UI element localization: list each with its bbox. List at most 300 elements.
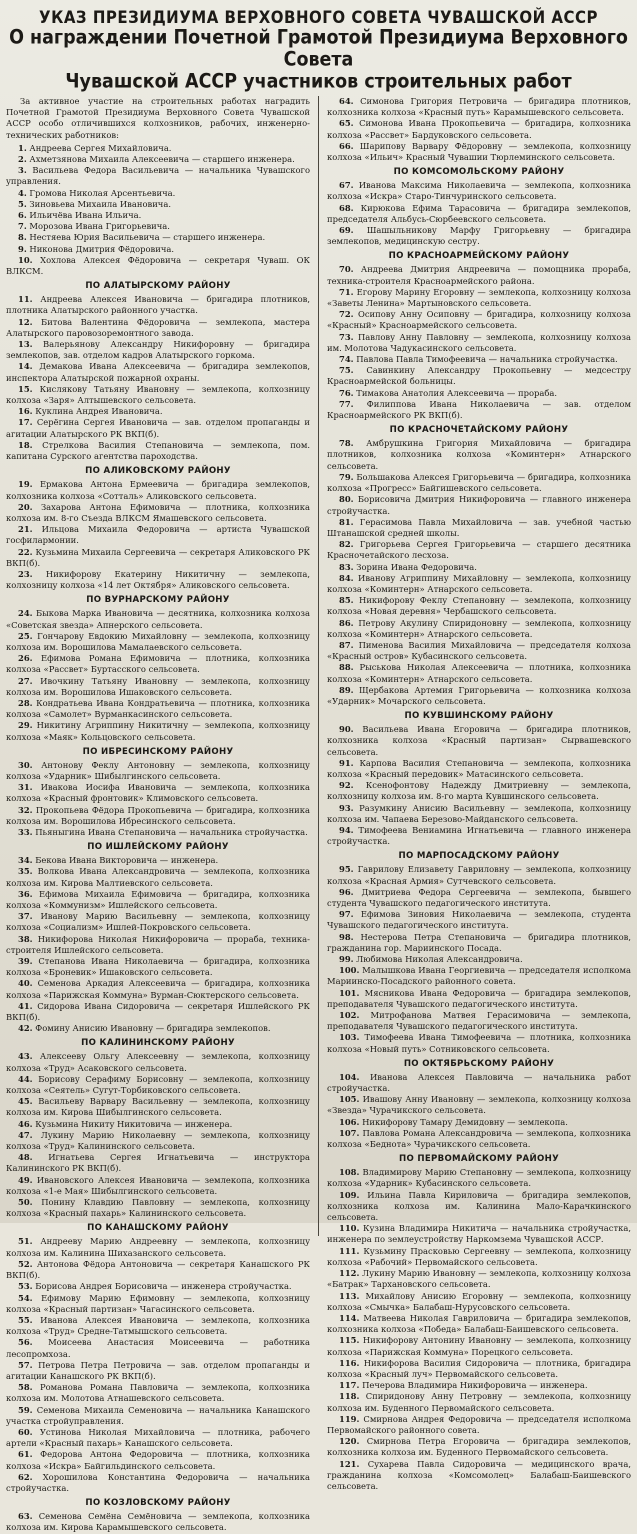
award-entry: [327, 932, 631, 954]
entry-number: 93.: [339, 802, 354, 813]
award-entry: [6, 978, 310, 1000]
award-entry: [6, 1382, 310, 1404]
entry-number: 117.: [339, 1380, 360, 1391]
entry-number: 96.: [339, 886, 354, 897]
entry-text: Никитину Агриппину Никитичну — землекопа, колхозницу колхоза «Маяк» Кольцовского сельсовета.: [6, 720, 310, 742]
entry-number: 35.: [18, 866, 33, 877]
award-entry: [327, 662, 631, 684]
award-entry: [6, 1119, 310, 1130]
award-entry: [327, 825, 631, 847]
entry-text: Прокопьева Фёдора Прокопьевича — бригадира, колхозника колхоза им. Ворошилова Ибресинского сельсовета.: [6, 804, 310, 826]
entry-text: Петрова Петра Петровича — зав. отделом пропаганды и агитации Канашского РК ВКП(б).: [6, 1359, 311, 1381]
district-heading: ПО КАЛИНИНСКОМУ РАЙОНУ: [81, 1038, 235, 1049]
entry-number: 61.: [18, 1449, 33, 1460]
award-entry: [6, 1449, 310, 1471]
entry-number: 101.: [339, 987, 360, 998]
entry-number: 9.: [18, 243, 27, 254]
entry-text: Морозова Ивана Григорьевича.: [29, 221, 170, 232]
award-entry: [6, 1315, 310, 1337]
award-entry: [327, 1167, 631, 1189]
entry-number: 77.: [339, 398, 354, 409]
entry-number: 110.: [339, 1223, 360, 1234]
entry-text: Лукину Марию Ивановну — землекопа, колхозницу колхоза «Батрак» Тархановского сельсовета.: [327, 1268, 631, 1290]
award-entry: [327, 264, 631, 286]
entry-number: 73.: [339, 331, 354, 342]
entry-text: Антонова Фёдора Антоновича — секретаря Канашского РК ВКП(б).: [6, 1258, 310, 1281]
entry-number: 51.: [18, 1236, 33, 1247]
award-entry: [6, 653, 310, 675]
entry-number: 52.: [18, 1258, 33, 1269]
entry-text: Павлову Анну Павловну — землекопа, колхозницу колхоза им. Молотова Чадукасинского сельсовета.: [327, 331, 631, 353]
award-entry: [327, 1391, 631, 1413]
entry-text: Любимова Николая Александровича.: [356, 954, 523, 965]
entry-text: Никифорову Феклу Степановну — землекопа, колхозницу колхоза «Новая деревня» Чербашского сельсовета.: [327, 595, 631, 617]
district-heading: ПО КОМСОМОЛЬСКОМУ РАЙОНУ: [393, 167, 565, 178]
entry-text: Рыськова Николая Алексеевича — плотника, колхозника колхоза «Коминтерн» Атнарского сельсовета.: [327, 662, 631, 684]
entry-number: 1.: [18, 142, 27, 153]
award-entry: [6, 524, 310, 546]
award-entry: [6, 720, 310, 742]
entry-number: 69.: [339, 225, 354, 236]
entry-text: Никифорова Николая Никифоровича — прораба, техника-строителя Ишлейского сельсовета.: [6, 933, 310, 955]
award-entry: [327, 1335, 631, 1357]
entry-number: 25.: [18, 630, 33, 641]
award-entry: [327, 388, 631, 399]
entry-text: Симонова Григория Петровича — бригадира плотников, колхозника колхоза «Красный путь» Карамышевского сельсовета.: [327, 96, 631, 118]
entry-number: 29.: [18, 720, 33, 731]
entry-text: Ксенофонтову Надежду Дмитриевну — землекопа, колхозницу колхоза им. 8-го марта Кувшинского сельсовета.: [327, 780, 631, 802]
award-entry: [327, 724, 631, 758]
entry-number: 108.: [339, 1167, 360, 1178]
award-entry: [6, 1472, 310, 1494]
entry-number: 17.: [18, 417, 33, 428]
entry-number: 50.: [18, 1197, 33, 1208]
entry-number: 33.: [18, 826, 33, 837]
award-entry: [327, 562, 631, 573]
entry-number: 97.: [339, 909, 354, 920]
entry-text: Антонову Феклу Антоновну — землекопа, колхозницу колхоза «Ударник» Шибылгинского сельсовета.: [6, 759, 310, 781]
entry-text: Карпова Василия Степановича — землекопа, колхозника колхоза «Красный передовик» Матасинского сельсовета.: [327, 757, 631, 779]
entry-text: Ефимова Михаила Ефимовича — бригадира, колхозника колхоза «Коммунизм» Ишлейского сельсовета.: [6, 888, 310, 910]
entry-text: Разумкину Анисию Васильевну — землекопа, колхозницу колхоза им. Чапаева Березово-Майданского сельсовета.: [327, 802, 632, 824]
award-entry: [327, 988, 631, 1010]
entry-text: Печерова Владимира Никифоровича — инженера.: [362, 1380, 588, 1391]
column-divider: [318, 96, 319, 1236]
award-entry: [327, 539, 631, 561]
entry-text: Ермакова Антона Ермеевича — бригадира землекопов, колхозника колхоза «Сотталь» Аликовского сельсовета.: [6, 479, 310, 501]
entry-text: Кислякову Татьяну Ивановну — землекопа, колхозницу колхоза «Заря» Алтышевского сельсовета.: [6, 383, 311, 406]
entry-number: 14.: [18, 361, 33, 372]
district-heading: ПО ПЕРВОМАЙСКОМУ РАЙОНУ: [398, 1154, 560, 1165]
award-entry: [6, 1074, 310, 1096]
award-entry: [6, 760, 310, 782]
award-entry: [327, 203, 631, 225]
entry-text: Лукину Марию Николаевну — землекопа, колхозницу колхоза «Труд» Калининского сельсовета.: [6, 1129, 310, 1152]
entry-number: 7.: [18, 221, 27, 232]
entry-number: 48.: [18, 1152, 33, 1163]
entry-number: 114.: [339, 1312, 360, 1323]
entry-number: 21.: [18, 524, 33, 535]
district-heading: ПО АЛИКОВСКОМУ РАЙОНУ: [85, 466, 231, 477]
award-entry: [327, 1032, 631, 1054]
entry-text: Васильева Ивана Егоровича — бригадира плотников, колхозника колхоза «Красный партизан» Сырвашевского сельсовета.: [327, 724, 631, 757]
district-heading: ПО ОКТЯБРЬСКОМУ РАЙОНУ: [403, 1058, 555, 1069]
award-entry: [6, 1096, 310, 1118]
entry-text: Волкова Ивана Александровича — землекопа, колхозника колхоза им. Кирова Малтиевского сельсовета.: [6, 866, 310, 888]
entry-text: Ильина Павла Кириловича — бригадира землекопов, колхозника колхоза им. Калинина Мало-Карачкинского сельсовета.: [327, 1189, 631, 1223]
entry-text: Герасимова Павла Михайловича — зав. учебной частью Штанашской средней школы.: [327, 516, 631, 538]
award-entry: [327, 1436, 631, 1458]
district-heading: ПО КРАСНОЧЕТАЙСКОМУ РАЙОНУ: [389, 425, 569, 436]
entry-number: 95.: [339, 864, 354, 875]
entry-number: 20.: [18, 501, 33, 512]
award-entry: [6, 866, 310, 888]
award-entry: [6, 188, 310, 199]
entry-text: Иванову Агриппину Михайловну — землекопа, колхозницу колхоза «Коминтерн» Атнарского сельсовета.: [327, 572, 631, 594]
entry-number: 99.: [339, 954, 354, 965]
entry-text: Шарипову Варвару Фёдоровну — землекопа, колхозницу колхоза «Ильич» Красный Чувашии Тюрлеминского сельсовета.: [327, 140, 631, 163]
award-entry: [6, 502, 310, 524]
entry-number: 13.: [18, 339, 33, 350]
entry-text: Семенова Аркадия Алексеевича — бригадира, колхозника колхоза «Парижская Коммуна» Вурман-Сюктерского сельсовета.: [6, 978, 310, 1000]
award-entry: [327, 118, 631, 140]
award-entry: [6, 827, 310, 838]
entry-number: 23.: [18, 568, 33, 579]
entry-number: 56.: [18, 1337, 33, 1348]
entry-number: 91.: [339, 757, 354, 768]
award-entry: [6, 1259, 310, 1281]
entry-text: Андреева Дмитрия Андреевича — помощника прораба, техника-строителя Красноармейского района.: [327, 264, 631, 286]
award-entry: [327, 225, 631, 247]
entry-text: Кузьмину Прасковью Сергеевну — землекопа, колхозницу колхоза «Рабочий» Первомайского сельсовета.: [327, 1245, 631, 1267]
district-heading: ПО ИШЛЕЙСКОМУ РАЙОНУ: [87, 842, 229, 853]
entry-number: 46.: [18, 1118, 33, 1129]
award-entry: [327, 1414, 631, 1436]
entry-number: 84.: [339, 572, 354, 583]
award-entry: [6, 232, 310, 243]
entry-number: 98.: [339, 931, 354, 942]
entry-number: 72.: [339, 309, 354, 320]
award-entry: [327, 780, 631, 802]
award-entry: [6, 417, 310, 439]
entry-number: 71.: [339, 286, 354, 297]
entry-text: Тимофеева Ивана Тимофеевича — плотника, колхозника колхоза «Новый путь» Сотниковского сельсовета.: [327, 1032, 631, 1054]
entry-number: 109.: [339, 1189, 360, 1200]
left-column: [6, 96, 311, 1533]
award-entry: [327, 96, 631, 118]
entry-text: Стрелкова Василия Степановича — землекопа, пом. капитана Сурского агентства пароходства.: [6, 439, 311, 462]
entry-text: Быкова Марка Ивановича — десятника, колхозника колхоза «Советская звезда» Апнерского сельсовета.: [6, 608, 310, 630]
award-entry: [327, 1246, 631, 1268]
entry-text: Павлова Павла Тимофеевича — начальника стройучастка.: [356, 354, 618, 365]
entry-text: Сидорова Ивана Сидоровича — секретаря Ишлейского РК ВКП(б).: [6, 1000, 310, 1023]
award-entry: [6, 805, 310, 827]
award-entry: [6, 1405, 310, 1427]
award-entry: [6, 440, 310, 462]
entry-number: 107.: [339, 1127, 360, 1138]
entry-number: 49.: [18, 1174, 33, 1185]
entry-number: 102.: [339, 1010, 360, 1021]
award-entry: [327, 1094, 631, 1116]
entry-text: Никонова Дмитрия Фёдоровича.: [29, 243, 175, 254]
award-entry: [327, 1223, 631, 1245]
district-heading: ПО КРАСНОАРМЕЙСКОМУ РАЙОНУ: [388, 251, 570, 262]
entry-text: Матвеева Николая Гавриловича — бригадира землекопов, колхозника колхоза «Победа» Балабаш-Баишевского сельсовета.: [327, 1312, 631, 1335]
entry-number: 111.: [339, 1245, 360, 1256]
entry-text: Степанова Ивана Николаевича — бригадира, колхозника колхоза «Броневик» Ишаковского сельсовета.: [6, 956, 310, 978]
award-entry: [6, 339, 310, 361]
entry-text: Осипову Анну Осиповну — бригадира, колхозницу колхоза «Красный» Красноармейского сельсовета.: [327, 309, 631, 331]
award-entry: [6, 384, 310, 406]
award-entry: [6, 294, 310, 316]
entry-number: 79.: [339, 471, 354, 482]
entry-text: Дмитриева Федора Сергеевича — землекопа, бывшего студента Чувашского педагогического института.: [327, 886, 631, 908]
entry-text: Алексееву Ольгу Алексеевну — землекопа, колхозницу колхоза «Труд» Асаковского сельсовета.: [6, 1051, 310, 1073]
award-entry: [6, 1001, 310, 1023]
award-entry: [327, 685, 631, 707]
entry-number: 82.: [339, 539, 354, 550]
entry-text: Моисеева Анастасия Моисеевича — работника лесопромхоза.: [6, 1337, 310, 1359]
entry-text: Хорошилова Константина Федоровича — начальника стройучастка.: [6, 1471, 310, 1493]
entry-text: Хохлова Алексея Фёдоровича — секретаря Чуваш. ОК ВЛКСМ.: [6, 254, 310, 277]
award-entry: [6, 1511, 310, 1533]
entry-number: 120.: [339, 1436, 360, 1447]
entry-number: 10.: [18, 254, 33, 265]
award-entry: [6, 911, 310, 933]
entry-text: Борисову Серафиму Борисовну — землекопа, колхозницу колхоза «Сеятель» Сугут-Торбиковского сельсовета.: [6, 1073, 310, 1096]
entry-number: 87.: [339, 639, 354, 650]
entry-text: Серёгина Сергея Ивановича — зав. отделом пропаганды и агитации Алатырского РК ВКП(б).: [6, 417, 310, 439]
award-entry: [6, 782, 310, 804]
award-entry: [6, 154, 310, 165]
award-entry: [6, 255, 310, 277]
award-entry: [327, 864, 631, 886]
entry-number: 68.: [339, 202, 354, 213]
entry-text: Малышкова Ивана Георгиевича — председателя исполкома Мариинско-Посадского районного совета.: [327, 965, 631, 987]
entry-number: 83.: [339, 561, 354, 572]
entry-number: 115.: [339, 1335, 360, 1346]
award-entry: [327, 803, 631, 825]
entry-text: Иванова Алексея Павловича — начальника работ стройучастка.: [327, 1071, 631, 1094]
entry-text: Никифорову Тамару Демидовну — землекопа.: [362, 1116, 568, 1127]
award-entry: [327, 180, 631, 202]
award-entry: [6, 608, 310, 630]
main-title-line1: О награждении Почетной Грамотой Президиума Верховного Совета: [9, 27, 628, 71]
entry-text: Ефимова Романа Ефимовича — плотника, колхозника колхоза «Рассвет» Буртасского сельсовета.: [6, 653, 310, 675]
district-heading: ПО ИБРЕСИНСКОМУ РАЙОНУ: [82, 746, 234, 757]
main-title: [6, 27, 631, 93]
entry-text: Фомину Анисию Ивановну — бригадира землекопов.: [35, 1023, 271, 1034]
entry-text: Зорина Ивана Федоровича.: [356, 561, 477, 572]
entry-text: Никифорова Василия Сидоровича — плотника, бригадира колхоза «Красный луч» Первомайского сельсовета.: [327, 1357, 631, 1379]
entry-text: Куклина Андрея Ивановича.: [35, 406, 163, 417]
entry-text: Андрееву Марию Андреевну — землекопа, колхозницу колхоза им. Калинина Шихазанского сельсовета.: [6, 1236, 310, 1258]
award-entry: [6, 1197, 310, 1219]
entry-text: Григорьева Сергея Григорьевича — старшего десятника Красночетайского лесхоза.: [327, 539, 631, 561]
award-entry: [327, 287, 631, 309]
award-entry: [6, 1236, 310, 1258]
award-entry: [6, 889, 310, 911]
main-title-line2: Чувашской АССР участников строительных работ: [65, 71, 572, 93]
entry-text: Симонова Ивана Прокопьевича — бригадира, колхозника колхоза «Рассвет» Бардуковского сельсовета.: [327, 118, 631, 140]
entry-text: Васильеву Варвару Васильевну — землекопа, колхозницу колхоза им. Кирова Шибылгинского сельсовета.: [6, 1096, 310, 1118]
award-entry: [6, 698, 310, 720]
entry-text: Федорова Антона Федоровича — плотника, колхозника колхоза «Искра» Байгильдинского сельсовета.: [6, 1449, 310, 1471]
entry-text: Смирнова Андрея Федоровича — председателя исполкома Первомайского районного совета.: [327, 1413, 631, 1435]
entry-text: Мясникова Ивана Федоровича — бригадира землекопов, преподавателя Чувашского педагогического института.: [327, 987, 631, 1009]
entry-text: Михайлову Анисию Егоровну — землекопа, колхозницу колхоза «Смычка» Балабаш-Нурусовского сельсовета.: [327, 1290, 631, 1312]
entry-text: Нестерова Петра Степановича — бригадира плотников, гражданина гор. Мариинского Посада.: [327, 931, 631, 953]
entry-number: 67.: [339, 180, 354, 191]
entry-number: 116.: [339, 1357, 360, 1368]
entry-text: Семенова Михаила Семеновича — начальника Канашского участка стройуправления.: [6, 1404, 310, 1426]
entry-number: 6.: [18, 210, 27, 221]
entry-number: 113.: [339, 1290, 360, 1301]
entry-text: Ивакова Иосифа Ивановича — землекопа, колхозника колхоза «Красный фронтовик» Климовского сельсовета.: [6, 782, 310, 804]
award-entry: [327, 573, 631, 595]
entry-number: 58.: [18, 1382, 33, 1393]
award-entry: [6, 199, 310, 210]
entry-number: 63.: [18, 1511, 33, 1522]
entry-number: 37.: [18, 911, 33, 922]
entry-text: Валерьянову Александру Никифоровну — бригадира землекопов, зав. отделом кадров Алатырского горкома.: [6, 339, 310, 361]
award-entry: [327, 640, 631, 662]
entry-text: Семенова Семёна Семёновича — землекопа, колхозника колхоза им. Кирова Карамышевского сельсовета.: [6, 1511, 310, 1533]
award-entry: [327, 1380, 631, 1391]
entry-number: 66.: [339, 140, 354, 151]
award-entry: [6, 956, 310, 978]
entry-number: 38.: [18, 933, 33, 944]
award-entry: [6, 547, 310, 569]
entry-text: Пименова Василия Михайловича — председателя колхоза «Красный остров» Кубасинского сельсовета.: [327, 639, 631, 662]
entry-number: 118.: [339, 1391, 360, 1402]
award-entry: [6, 631, 310, 653]
entry-text: Андреева Сергея Михайловича.: [29, 142, 172, 153]
entry-text: Кузьмина Михаила Сергеевича — секретаря Аликовского РК ВКП(б).: [6, 546, 310, 568]
award-entry: [327, 438, 631, 472]
entry-number: 74.: [339, 354, 354, 365]
entry-number: 57.: [18, 1359, 33, 1370]
award-entry: [327, 595, 631, 617]
award-entry: [327, 399, 631, 421]
entry-text: Кузина Владимира Никитича — начальника стройучастка, инженера по землеустройству Наркомзема Чувашской АССР.: [327, 1223, 631, 1245]
award-entry: [327, 1010, 631, 1032]
award-entry: [6, 934, 310, 956]
award-entry: [327, 1459, 631, 1493]
entry-number: 43.: [18, 1051, 33, 1062]
entry-number: 80.: [339, 494, 354, 505]
entry-number: 12.: [18, 316, 33, 327]
entry-text: Гаврилову Елизавету Гавриловну — землекопа, колхозницу колхоза «Красная Армия» Сутчевского сельсовета.: [327, 864, 632, 886]
entry-text: Громова Николая Арсентьевича.: [29, 187, 176, 198]
entry-number: 19.: [18, 479, 33, 490]
entry-text: Андреева Алексея Ивановича — бригадира плотников, плотника Алатырского районного участка.: [6, 294, 310, 316]
award-entry: [327, 1268, 631, 1290]
entry-text: Егорову Марину Егоровну — землекопа, колхозницу колхоза «Заветы Ленина» Мартыновского сельсовета.: [327, 286, 631, 309]
entry-text: Ивочкину Татьяну Ивановну — землекопа, колхозницу колхоза им. Ворошилова Ишаковского сельсовета.: [6, 675, 310, 697]
entry-text: Иванова Максима Николаевича — землекопа, колхозника колхоза «Искра» Старо-Тинчуринского сельсовета.: [327, 180, 631, 202]
entry-text: Филиппова Ивана Николаевича — зав. отделом Красноармейского РК ВКП(б).: [327, 398, 631, 421]
entry-number: 100.: [339, 965, 360, 976]
award-entry: [327, 1291, 631, 1313]
entry-number: 90.: [339, 724, 354, 735]
award-entry: [327, 141, 631, 163]
award-entry: [327, 354, 631, 365]
entry-number: 54.: [18, 1292, 33, 1303]
entry-number: 62.: [18, 1471, 33, 1482]
entry-number: 15.: [18, 383, 33, 394]
award-entry: [6, 361, 310, 383]
award-entry: [6, 1293, 310, 1315]
award-entry: [6, 244, 310, 255]
entry-text: Ильичёва Ивана Ильича.: [29, 210, 142, 221]
right-column: [327, 96, 632, 1491]
entry-text: Захарова Антона Ефимовича — плотника, колхозника колхоза им. 8-го Съезда ВЛКСМ Ямашевского сельсовета.: [6, 501, 310, 523]
district-heading: ПО КУВШИНСКОМУ РАЙОНУ: [404, 711, 554, 722]
entry-text: Щербакова Артемия Григорьевича — колхозника колхоза «Ударник» Мочарского сельсовета.: [327, 684, 631, 706]
entry-text: Борисова Андрея Борисовича — инженера стройучастка.: [35, 1281, 292, 1292]
entry-text: Ефимова Зиновия Николаевича — землекопа, студента Чувашского педагогического института.: [327, 909, 631, 931]
entry-number: 5.: [18, 198, 27, 209]
award-entry: [327, 472, 631, 494]
entry-number: 31.: [18, 782, 33, 793]
award-entry: [327, 954, 631, 965]
entry-number: 89.: [339, 684, 354, 695]
entry-text: Спиридонову Анну Петровну — землекопа, колхозницу колхоза им. Буденного Первомайского сельсовета.: [327, 1391, 631, 1413]
entry-text: Демакова Ивана Алексеевича — бригадира землекопов, инспектора Алатырской пожарной охраны.: [6, 361, 310, 383]
entry-number: 70.: [339, 264, 354, 275]
entry-number: 64.: [339, 96, 354, 106]
award-entry: [327, 1190, 631, 1224]
entry-text: Иванову Марию Васильевну — землекопа, колхозницу колхоза «Социализм» Ишлей-Покровского сельсовета.: [6, 911, 310, 933]
entry-number: 60.: [18, 1426, 33, 1437]
entry-text: Амбрушкина Григория Михайловича — бригадира плотников, колхозника колхоза «Коминтерн» Атнарского сельсовета.: [327, 438, 631, 471]
entry-text: Кузьмина Никиту Никитовича — инженера.: [35, 1118, 233, 1129]
award-entry: [6, 1360, 310, 1382]
award-entry: [327, 1313, 631, 1335]
entry-number: 55.: [18, 1314, 33, 1325]
entry-text: Бекова Ивана Викторовича — инженера.: [35, 855, 219, 866]
award-entry: [327, 365, 631, 387]
award-entry: [327, 309, 631, 331]
entry-number: 11.: [18, 294, 33, 305]
award-entry: [6, 406, 310, 417]
entry-number: 88.: [339, 662, 354, 673]
award-entry: [6, 1130, 310, 1152]
entry-text: Кирюкова Ефима Тарасовича — бригадира землекопов, председателя Альбусь-Сюрбеевского сельсовета.: [327, 202, 631, 224]
entry-number: 32.: [18, 804, 33, 815]
district-heading: ПО ВУРНАРСКОМУ РАЙОНУ: [86, 595, 230, 606]
award-entry: [6, 479, 310, 501]
entry-number: 28.: [18, 697, 33, 708]
entry-number: 106.: [339, 1116, 360, 1127]
entry-number: 2.: [18, 154, 27, 165]
entry-text: Тимакова Анатолия Алексеевича — прораба.: [356, 387, 558, 398]
entry-number: 24.: [18, 608, 33, 619]
entry-number: 104.: [339, 1071, 360, 1082]
entry-text: Васильева Федора Васильевича — начальника Чувашского управления.: [6, 165, 310, 187]
entry-number: 94.: [339, 824, 354, 835]
entry-number: 42.: [18, 1023, 33, 1034]
entry-number: 121.: [339, 1458, 360, 1469]
award-entry: [6, 676, 310, 698]
award-entry: [6, 165, 310, 187]
entry-text: Митрофанова Матвея Герасимовича — землекопа, преподавателя Чувашского педагогического института.: [327, 1010, 631, 1032]
entry-text: Владимирову Марию Степановну — землекопа, колхозницу колхоза «Ударник» Кубасинского сельсовета.: [327, 1167, 631, 1189]
entry-number: 4.: [18, 187, 27, 198]
award-entry: [327, 965, 631, 987]
entry-number: 47.: [18, 1129, 33, 1140]
